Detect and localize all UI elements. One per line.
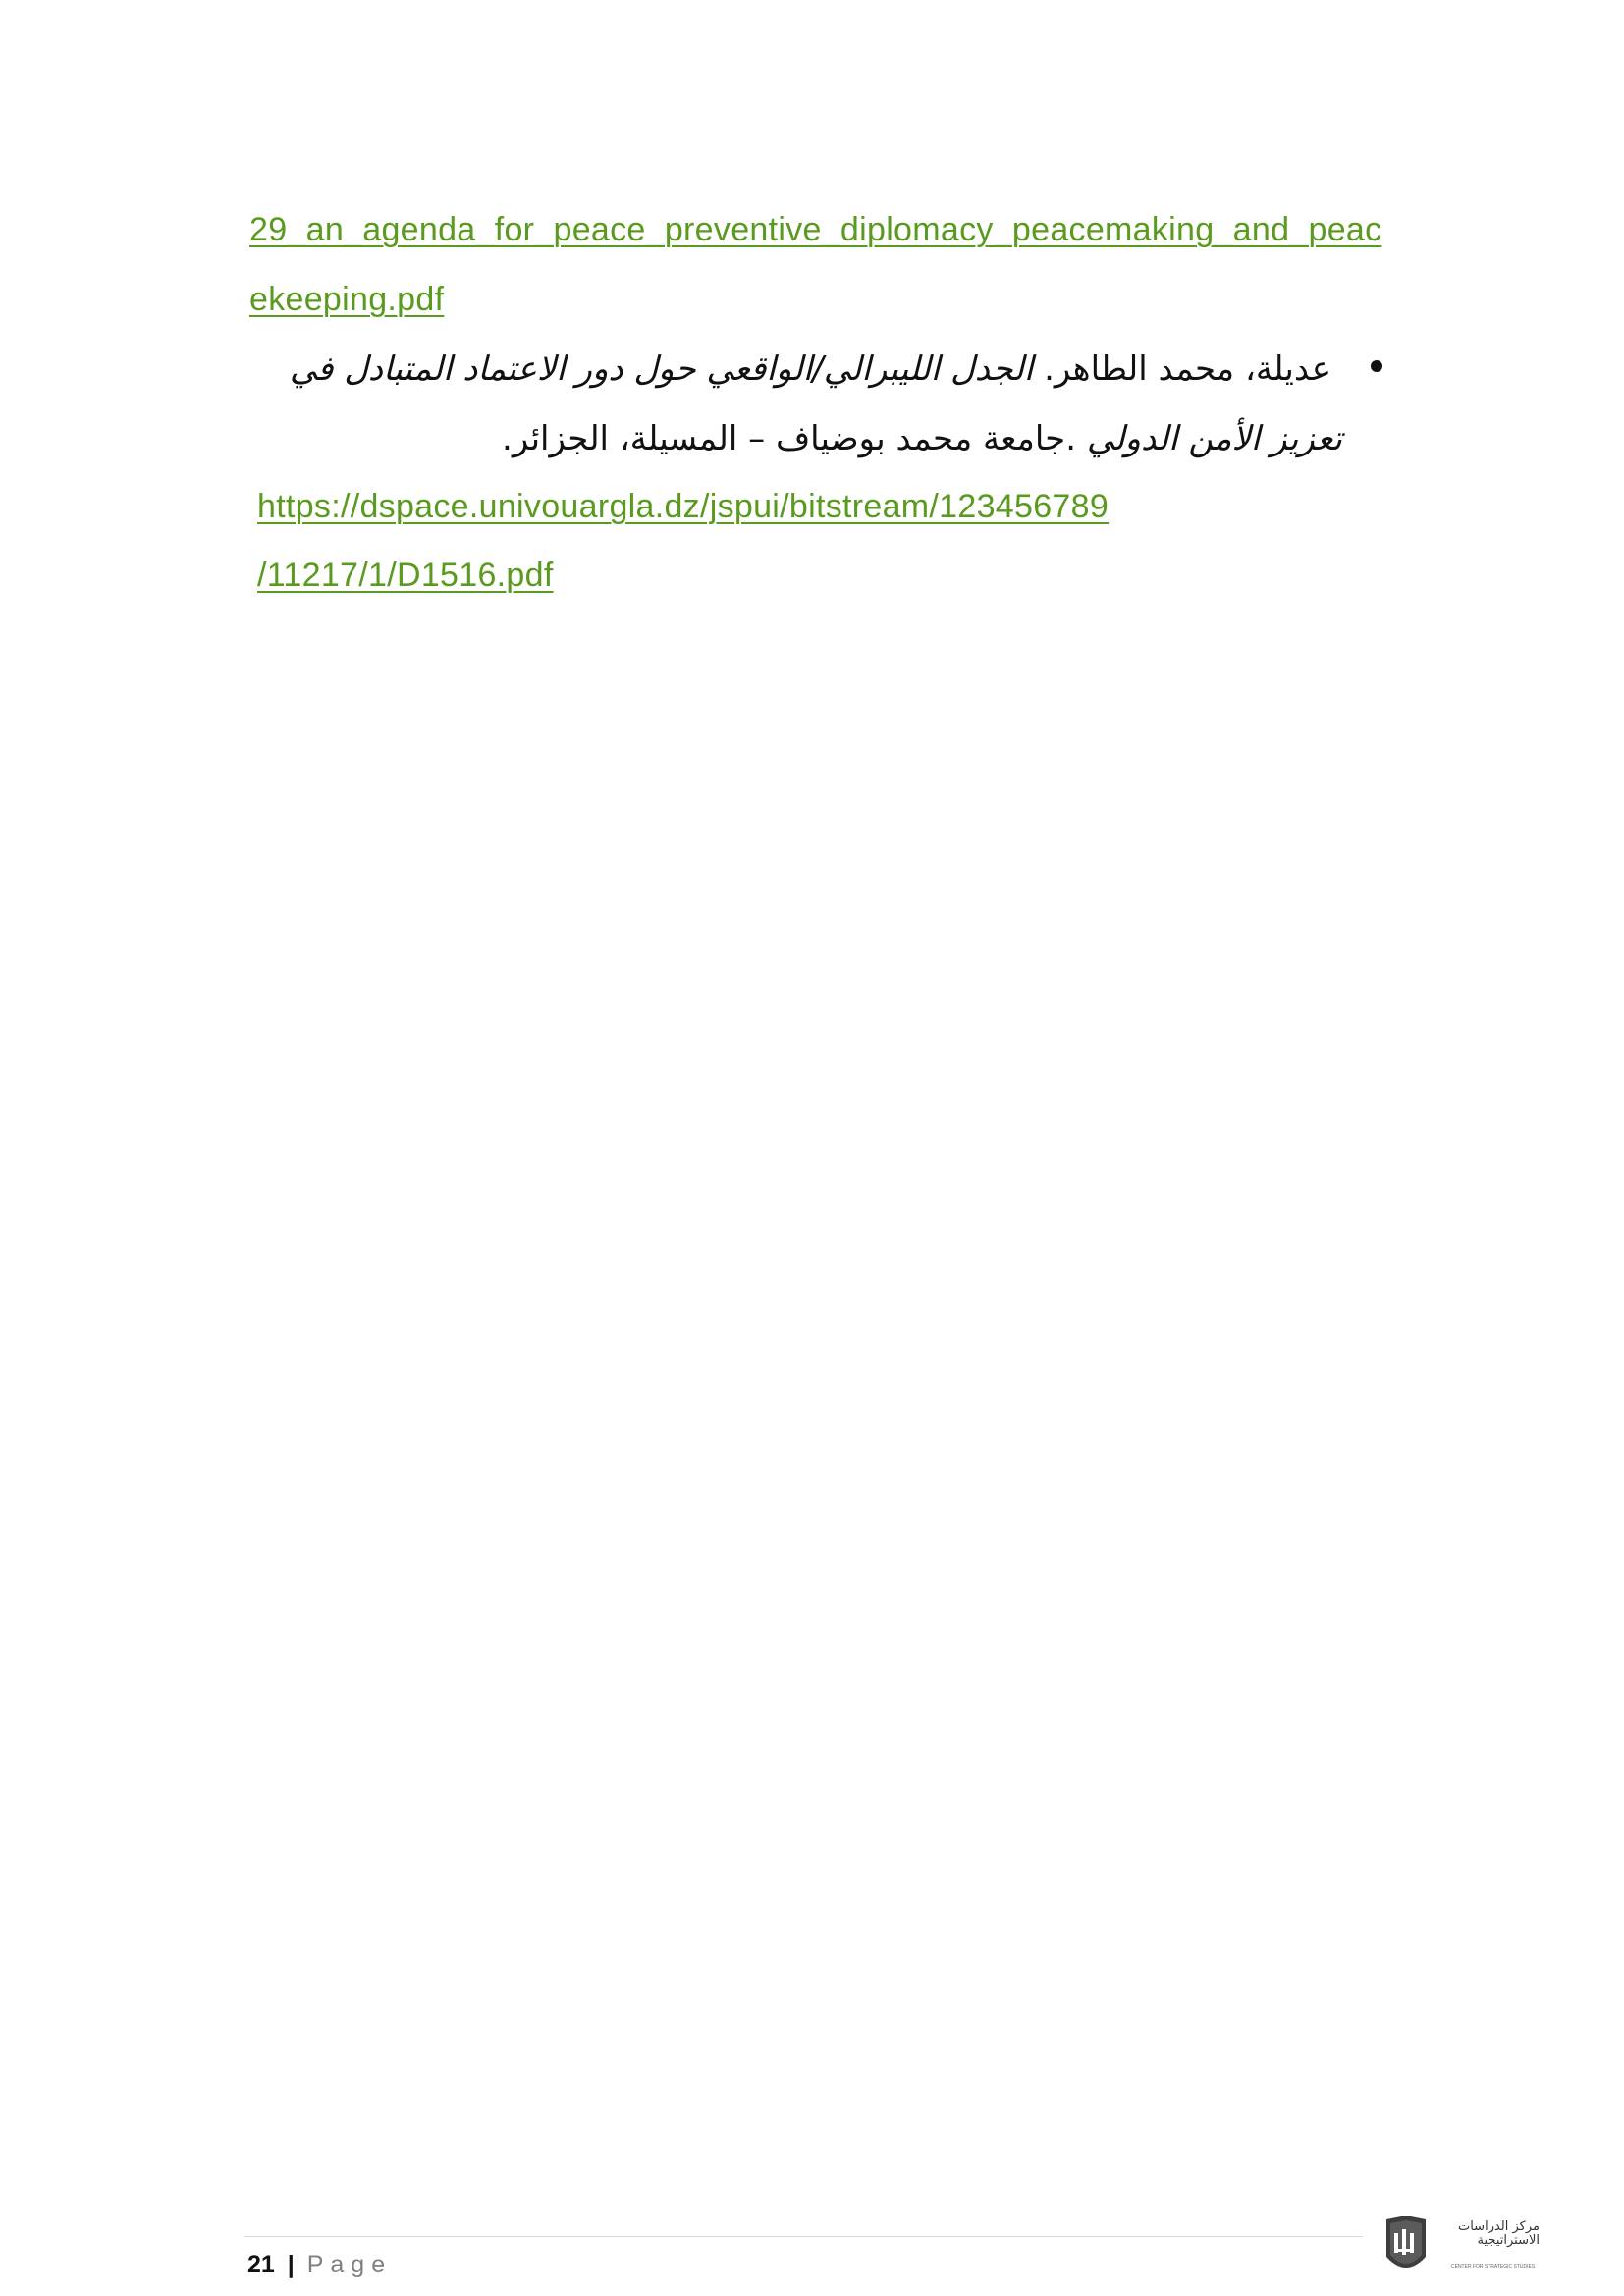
reference-author: عديلة، محمد الطاهر.: [1044, 349, 1331, 389]
logo-english-subtitle: CENTER FOR STRATEGIC STUDIES: [1451, 2264, 1536, 2269]
reference-title-part-1: الجدل الليبرالي/الواقعي حول دور الاعتماد المتبادل في: [289, 349, 1034, 389]
reference-citation-line-1: [290, 349, 1331, 389]
logo-arabic-name: [1451, 2220, 1540, 2248]
reference-publisher: .جامعة محمد بوضياف – المسيلة، الجزائر.: [502, 419, 1077, 458]
reference-citation-line-2: [502, 419, 1342, 458]
logo-name-line-2: الاستراتيجية: [1477, 2233, 1540, 2248]
reference-link-dspace-line-2[interactable]: /11217/1/D1516.pdf: [257, 557, 554, 594]
footer-divider: [244, 2236, 1363, 2237]
page-word: Page: [306, 2251, 393, 2278]
reference-link-agenda-for-peace-line-2[interactable]: ekeeping.pdf: [249, 281, 445, 318]
reference-link-agenda-for-peace-line-1[interactable]: 29_an_agenda_for_peace_preventive_diplomacy_peacemaking_and_peac: [249, 211, 1382, 248]
reference-title-part-2: تعزيز الأمن الدولي: [1086, 419, 1342, 458]
logo-name-line-1: مركز الدراسات: [1457, 2219, 1540, 2234]
page-number: 21: [247, 2251, 275, 2278]
list-bullet: [1371, 360, 1382, 372]
footer-page-number: [247, 2251, 392, 2279]
page-separator: |: [287, 2251, 295, 2278]
reference-link-dspace-line-1[interactable]: https://dspace.univouargla.dz/jspui/bitstream/123456789: [257, 488, 1110, 525]
